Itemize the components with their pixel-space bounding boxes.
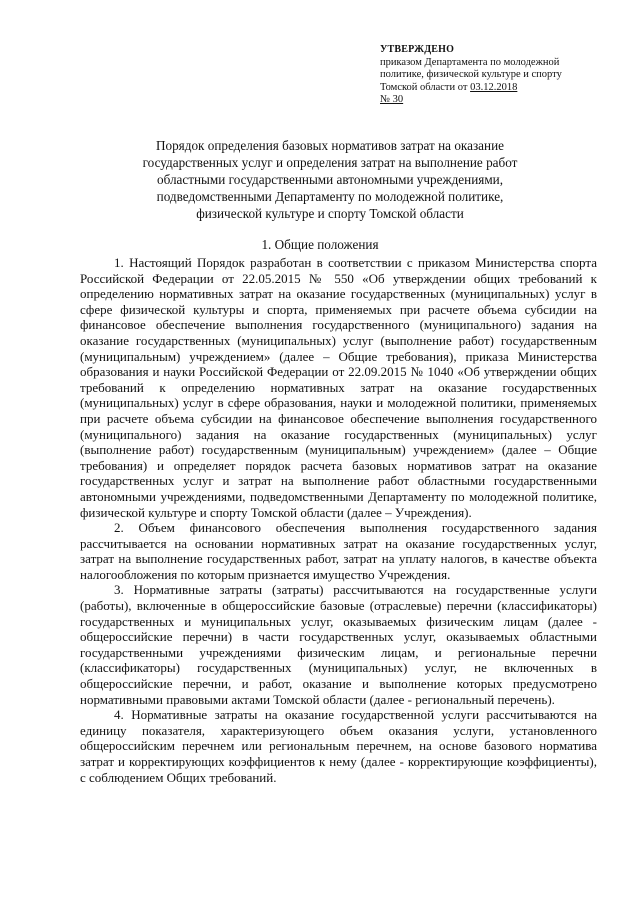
title-line: областными государственными автономными учреждениями,: [156, 172, 504, 187]
approval-heading: УТВЕРЖДЕНО: [380, 44, 455, 55]
approval-line-1: приказом Департамента по молодежной: [380, 56, 560, 68]
paragraph-4: 4. Нормативные затраты на оказание государственной услуги рассчитываются на единицу показателя, характеризующего объем оказания услуги, установленного общероссийским перечнем или региональным перечнем, на основе базового норматива затрат и корректирующих коэффициентов к нему (далее - корректирующие коэффициенты), с соблюдением Общих требований.: [80, 707, 597, 785]
paragraph-2: 2. Объем финансового обеспечения выполнения государственного задания рассчитывается на основании нормативных затрат на оказание государственных услуг, затрат на выполнение государственных работ, затрат на уплату налогов, в качестве объекта налогообложения по которым признается имущество Учреждения.: [80, 520, 597, 582]
title-line: государственных услуг и определения затрат на выполнение работ: [142, 155, 518, 170]
approval-line-3-prefix: Томской области от: [380, 81, 471, 93]
approval-line-3: [380, 82, 620, 95]
document-title: [110, 137, 550, 222]
title-line: Порядок определения базовых нормативов затрат на оказание: [155, 138, 505, 153]
approval-number: № 30: [380, 94, 404, 105]
approval-stamp: [380, 44, 620, 107]
title-line: подведомственными Департаменту по молодежной политике,: [156, 189, 504, 204]
paragraph-1: 1. Настоящий Порядок разработан в соответствии с приказом Министерства спорта Российской Федерации от 22.05.2015 № 550 «Об утверждении общих требований к определению нормативных затрат на оказание государственных (муниципальных) услуг в сфере физической культуры и спорта, применяемых при расчете объема субсидии на финансовое обеспечение выполнения государственного (муниципального) задания на оказание государственных (муниципальных) услуг (выполнение работ) государственным (муниципальным) учреждением» (далее – Общие требования), приказа Министерства образования и науки Российской Федерации от 22.09.2015 № 1040 «Об утверждении общих требований к определению нормативных затрат на оказание государственных (муниципальных) услуг в сфере образования, науки и молодежной политики, применяемых при расчете объема субсидии на финансовое обеспечение выполнения государственного (муниципального) задания на оказание государственных (муниципальных) услуг (выполнение работ) государственным (муниципальным) учреждением» (далее – Общие требования) и определяет порядок расчета базовых нормативов затрат на оказание государственных услуг и затрат на выполнение работ областными государственными автономными учреждениями, подведомственными Департаменту по молодежной политике, физической культуре и спорту Томской области (далее – Учреждения).: [80, 255, 597, 520]
paragraph-3: 3. Нормативные затраты (затраты) рассчитываются на государственные услуги (работы), включенные в общероссийские базовые (отраслевые) перечни (классификаторы) государственных и муниципальных услуг, оказываемых физическим лицам (далее - общероссийские перечни) в части государственных услуг, оказываемых областными государственными учреждениями физическим лицам, и региональные перечни (классификаторы) государственных (муниципальных) услуг, не включенных в общероссийские перечни, и работ, оказание и выполнение которых предусмотрено нормативными правовыми актами Томской области (далее - региональный перечень).: [80, 582, 597, 707]
section-heading: 1. Общие положения: [261, 237, 379, 252]
approval-date: 03.12.2018: [470, 81, 518, 93]
document-body: [80, 255, 597, 785]
approval-line-2: политике, физической культуре и спорту: [380, 69, 562, 80]
title-line: физической культуре и спорту Томской области: [196, 206, 464, 221]
